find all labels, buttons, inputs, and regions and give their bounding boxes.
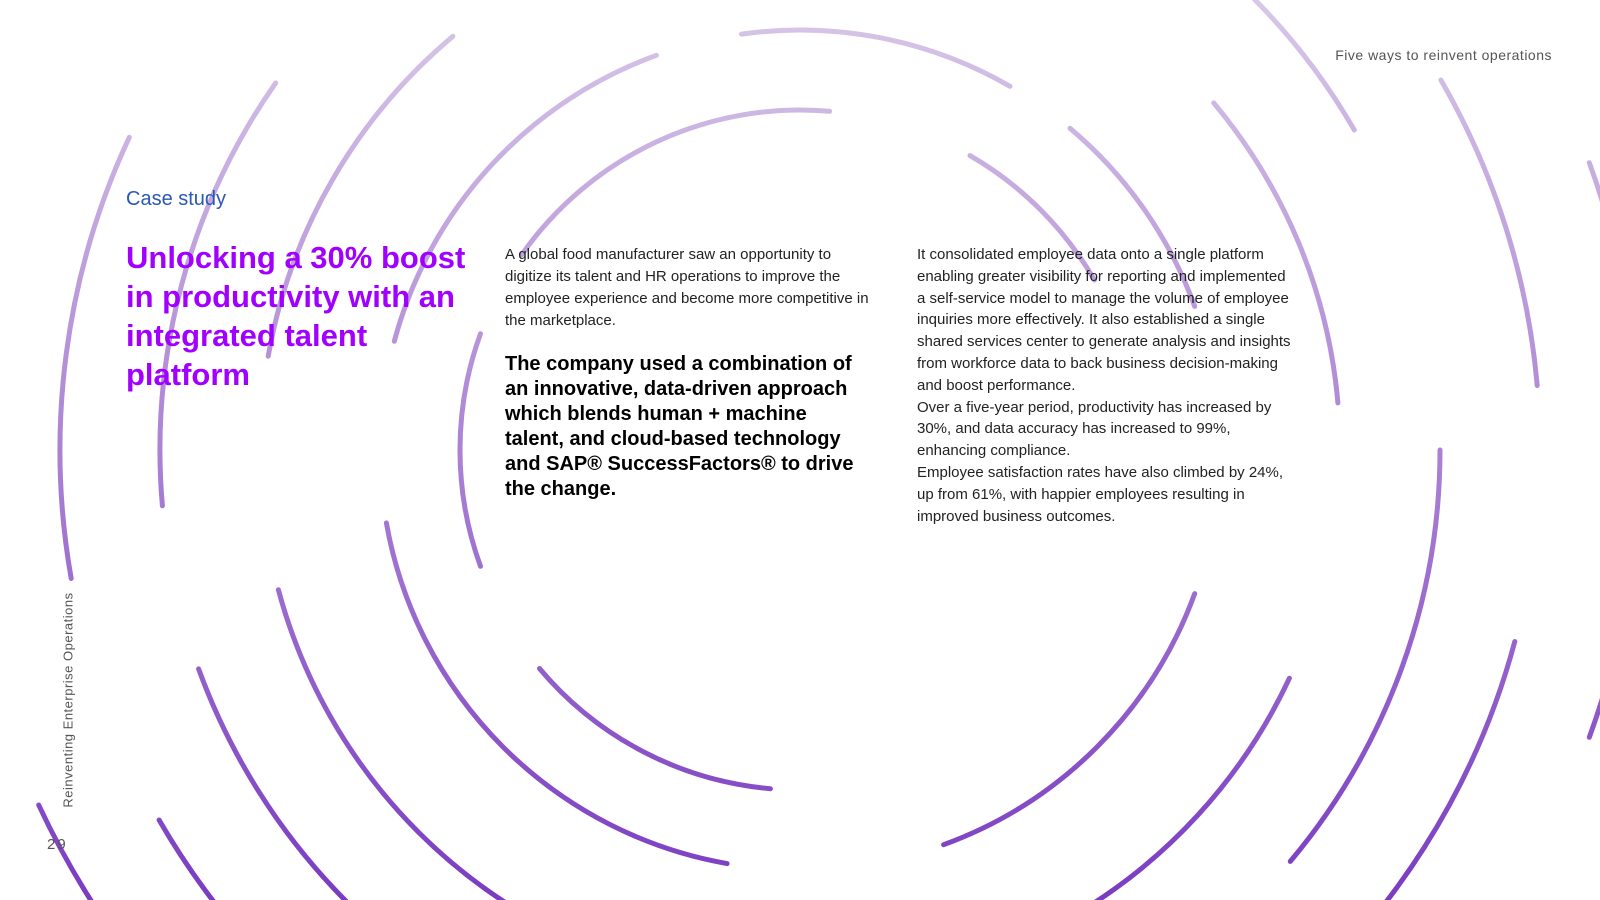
decorative-arc	[60, 137, 129, 578]
decorative-arc	[199, 669, 581, 900]
decorative-arc	[742, 30, 1011, 86]
decorative-arc	[1441, 80, 1537, 386]
decorative-arc	[1589, 163, 1600, 738]
decorative-arc	[1290, 450, 1440, 861]
case-study-headline: Unlocking a 30% boost in productivity with an integrated talent platform	[126, 240, 466, 392]
detail-paragraph: It consolidated employee data onto a single platform enabling greater visibility for reporting and implemented a self-service model to manage the volume of employee inquiries more effectively. It also established a single shared services center to generate analysis and insights from workforce data to back business decision-making and boost performance.	[917, 246, 1291, 394]
decorative-arc	[386, 523, 727, 864]
detail-paragraph: Over a five-year period, productivity has increased by 30%, and data accuracy has increased to 99%, enhancing compliance.	[917, 398, 1272, 460]
decorative-arc	[1120, 0, 1354, 130]
pull-quote: The company used a combination of an innovative, data-driven approach which blends human + machine talent, and cloud-based technology and SAP® SuccessFactors® to drive the change.	[505, 353, 854, 500]
decorative-arc	[522, 110, 830, 255]
decorative-arc	[278, 590, 660, 900]
decorative-arc	[1070, 678, 1289, 900]
page-number: 29	[47, 836, 68, 853]
decorative-arc	[540, 669, 771, 789]
intro-paragraph: A global food manufacturer saw an opportunity to digitize its talent and HR operations to improve the employee experience and become more competitive in the marketplace.	[505, 246, 869, 329]
section-title: Five ways to reinvent operations	[1335, 47, 1552, 63]
detail-column	[917, 244, 1297, 527]
detail-paragraph: Employee satisfaction rates have also climbed by 24%, up from 61%, with happier employees resulting in improved business outcomes.	[917, 463, 1284, 525]
case-study-label: Case study	[126, 188, 227, 210]
decorative-arc	[0, 778, 183, 900]
document-title: Reinventing Enterprise Operations	[60, 592, 76, 808]
decorative-arc	[944, 594, 1195, 845]
decorative-arc	[159, 820, 487, 900]
